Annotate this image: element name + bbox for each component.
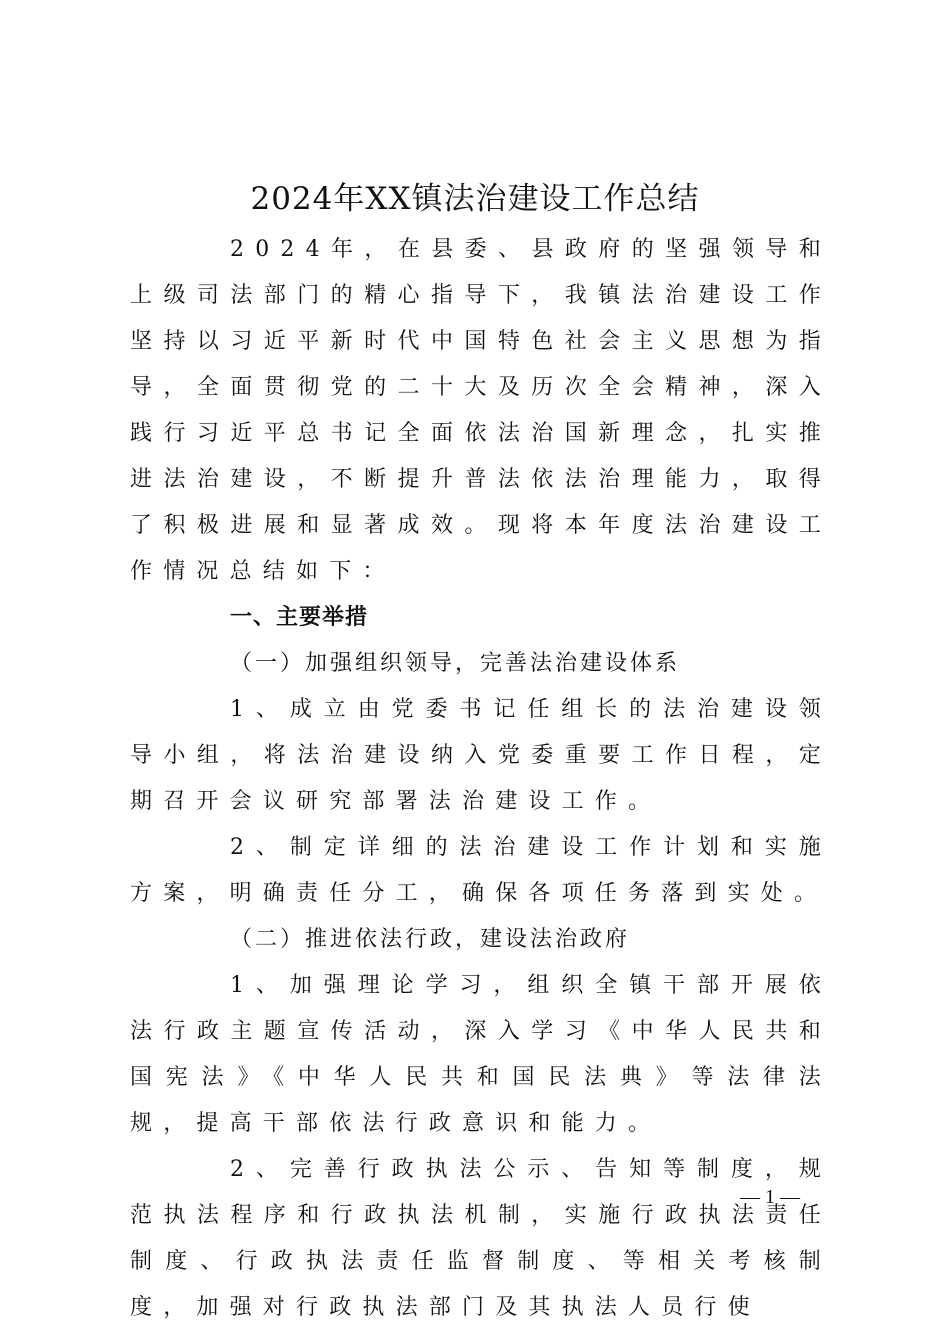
document-body: [130, 227, 832, 1331]
page-number: — 1 —: [740, 1186, 800, 1208]
subsection-heading-lawful-administration: （二）推进依法行政，建设法治政府: [230, 927, 631, 952]
paragraph-theory-study: 1、加强理论学习，组织全镇干部开展依法行政主题宣传活动，深入学习《中华人民共和国宪法》《中华人民共和国民法典》等法律法规，提高干部依法行政意识和能力。: [130, 973, 832, 1136]
document-title: 2024年XX镇法治建设工作总结: [250, 181, 700, 217]
paragraph-enforcement-system: 2、完善行政执法公示、告知等制度，规范执法程序和行政执法机制，实施行政执法责任制度、行政执法责任监督制度、等相关考核制度，加强对行政执法部门及其执法人员行使: [130, 1157, 832, 1320]
section-heading-main-measures: 一、主要举措: [230, 605, 369, 630]
paragraph-work-plan: 2、制定详细的法治建设工作计划和实施方案，明确责任分工，确保各项任务落到实处。: [130, 835, 832, 906]
subsection-heading-organization: （一）加强组织领导，完善法治建设体系: [230, 651, 681, 676]
intro-paragraph: 2024年，在县委、县政府的坚强领导和上级司法部门的精心指导下，我镇法治建设工作坚持以习近平新时代中国特色社会主义思想为指导，全面贯彻党的二十大及历次全会精神，深入践行习近平总书记全面依法治国新理念，扎实推进法治建设，不断提升普法依法治理能力，取得了积极进展和显著成效。现将本年度法治建设工作情况总结如下：: [130, 237, 832, 584]
paragraph-leadership-group: 1、成立由党委书记任组长的法治建设领导小组，将法治建设纳入党委重要工作日程，定期召开会议研究部署法治建设工作。: [130, 697, 832, 814]
